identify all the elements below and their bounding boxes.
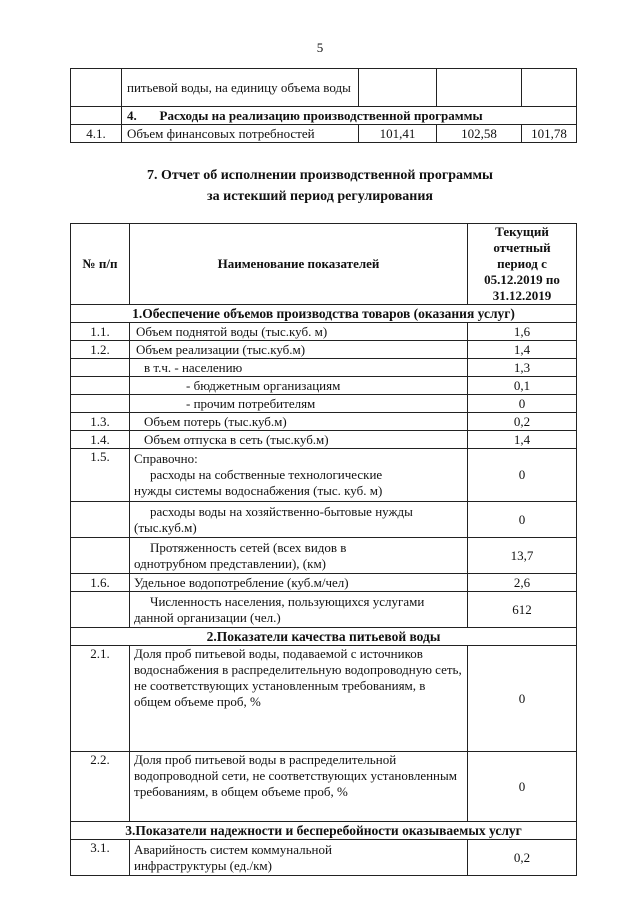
section-4-title: Расходы на реализацию производственной программы bbox=[159, 107, 483, 123]
header-name: Наименование показателей bbox=[130, 224, 468, 305]
table-row: 1.5. Справочно: расходы на собственные технологические нужды системы водоснабжения (тыс. куб. м) 0 bbox=[71, 449, 577, 502]
value-cell: 101,41 bbox=[359, 125, 437, 143]
table-row: 1.6. Удельное водопотребление (куб.м/чел) 2,6 bbox=[71, 574, 577, 592]
header-num: № п/п bbox=[71, 224, 130, 305]
header-row bbox=[71, 224, 577, 305]
table-row: 1.1. Объем поднятой воды (тыс.куб. м) 1,6 bbox=[71, 323, 577, 341]
header-period: Текущий отчетный период с 05.12.2019 по 31.12.2019 bbox=[468, 224, 577, 305]
table-row: 1.4. Объем отпуска в сеть (тыс.куб.м) 1,4 bbox=[71, 431, 577, 449]
report-title-line-2: за истекший период регулирования bbox=[207, 189, 433, 204]
table-row: расходы воды на хозяйственно-бытовые нужды (тыс.куб.м) 0 bbox=[71, 502, 577, 538]
section-4-header bbox=[122, 107, 577, 125]
report-title-line-1: 7. Отчет об исполнении производственной программы bbox=[146, 168, 493, 183]
table-row: 1.3. Объем потерь (тыс.куб.м) 0,2 bbox=[71, 413, 577, 431]
section-1-header: 1.Обеспечение объемов производства товаров (оказания услуг) bbox=[71, 305, 577, 323]
section-4-number: 4. bbox=[127, 107, 137, 123]
table-row: 2.1. Доля проб питьевой воды, подаваемой с источников водоснабжения в распределительную водопроводную сеть, не соответствующих установленным требованиям, в общем объеме проб, % 0 bbox=[71, 646, 577, 752]
row-index: 4.1. bbox=[71, 125, 122, 143]
table-row: 1.2. Объем реализации (тыс.куб.м) 1,4 bbox=[71, 341, 577, 359]
reference-label: Справочно: bbox=[134, 451, 198, 466]
section-2-header: 2.Показатели качества питьевой воды bbox=[71, 628, 577, 646]
row-label: Объем финансовых потребностей bbox=[122, 125, 359, 143]
value-cell: 102,58 bbox=[437, 125, 522, 143]
continued-cell-text: питьевой воды, на единицу объема воды bbox=[122, 69, 359, 107]
value-cell: 101,78 bbox=[522, 125, 577, 143]
section-3-header: 3.Показатели надежности и бесперебойности оказываемых услуг bbox=[71, 822, 577, 840]
continued-table bbox=[70, 68, 577, 143]
page-number: 5 bbox=[316, 40, 324, 55]
report-table bbox=[70, 223, 577, 876]
table-row: - прочим потребителям 0 bbox=[71, 395, 577, 413]
table-row: в т.ч. - населению 1,3 bbox=[71, 359, 577, 377]
table-row: Протяженность сетей (всех видов в однотрубном представлении), (км) 13,7 bbox=[71, 538, 577, 574]
table-row: Численность населения, пользующихся услугами данной организации (чел.) 612 bbox=[71, 592, 577, 628]
table-row: - бюджетным организациям 0,1 bbox=[71, 377, 577, 395]
table-row: 2.2. Доля проб питьевой воды в распределительной водопроводной сети, не соответствующих установленным требованиям, в общем объеме проб, % 0 bbox=[71, 752, 577, 822]
table-row: 3.1. Аварийность систем коммунальной инфраструктуры (ед./км) 0,2 bbox=[71, 840, 577, 876]
